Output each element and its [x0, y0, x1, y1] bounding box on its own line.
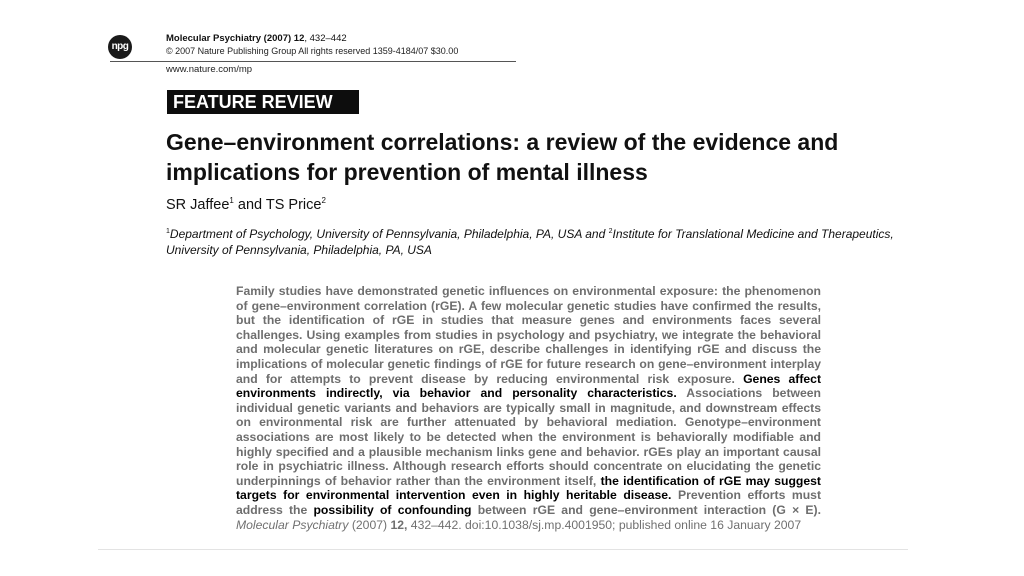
affil-text-1: Department of Psychology, University of Pennsylvania, Philadelphia, PA, USA and	[169, 227, 609, 241]
section-label: FEATURE REVIEW	[167, 90, 359, 114]
affil-sup-1: 1	[166, 228, 170, 235]
abstract-highlight-2: the identification of rGE may suggest targets for environmental intervention even in highly heritable disease.	[236, 473, 821, 503]
author-price[interactable]: TS Price	[265, 196, 322, 213]
abstract-text-1: Family studies have demonstrated genetic influences on environmental exposure: the phenomenon of gene–environment correlation (rGE). A few molecular genetic studies have confirmed the results, but the identification of rGE in studies that measure genes and environments faces several challenges. Using examples from studies in psychology and psychiatry, we integrate the behavioral and molecular genetic literatures on rGE, describe challenges in identifying rGE and discuss the implications of molecular genetic findings of rGE for future research on gene–environment interplay and for attempts to prevent disease by reducing environmental risk exposure.	[236, 284, 821, 386]
abstract-text-4: between rGE and gene–environment interaction (G × E).	[471, 502, 821, 517]
author-jaffee[interactable]: SR Jaffee	[166, 196, 230, 213]
affiliations	[166, 224, 901, 258]
journal-header	[166, 33, 458, 57]
journal-name: Molecular Psychiatry (2007)	[166, 33, 292, 44]
authors	[166, 196, 326, 213]
author-price-sup: 2	[321, 196, 326, 205]
abstract-text-3: Prevention efforts must address the	[236, 488, 821, 517]
cite-year: (2007)	[348, 517, 391, 532]
npg-logo: npg	[108, 35, 132, 59]
affil-text-2: Institute for Translational Medicine and Therapeutics, University of Pennsylvania, Philadelphia, PA, USA	[166, 227, 894, 257]
author-jaffee-sup: 1	[229, 196, 234, 205]
journal-volume: 12	[293, 33, 305, 44]
abstract-text-2: Associations between individual genetic variants and behaviors are typically small in magnitude, and downstream effects on environmental risk are further attenuated by behavioral mediation. Genotype–environment associations are most likely to be detected when the environment is behaviorally modifiable and highly specified and a plausible mechanism links gene and behavior. rGEs play an important causal role in psychiatric illness. Although research efforts should concentrate on elucidating the genetic underpinnings of behavior rather than the environment itself,	[236, 386, 821, 488]
article-title: Gene–environment correlations: a review of the evidence and implications for prevention of mental illness	[166, 129, 839, 185]
abstract-highlight-3: possibility of confounding	[313, 502, 472, 517]
abstract-highlight-1: Genes affect environments indirectly, via behavior and personality characteristics.	[236, 371, 821, 401]
copyright-line: © 2007 Nature Publishing Group All rights reserved 1359-4184/07 $30.00	[166, 46, 459, 56]
journal-url[interactable]: www.nature.com/mp	[166, 64, 253, 75]
journal-citation-line	[166, 33, 458, 45]
header-rule	[110, 61, 516, 62]
cite-journal: Molecular Psychiatry	[236, 517, 349, 532]
authors-joiner: and	[233, 196, 266, 213]
citation-line	[236, 518, 801, 532]
cite-rest: 432–442. doi:10.1038/sj.mp.4001950; published online 16 January 2007	[407, 517, 802, 532]
abstract	[236, 284, 821, 532]
page-bottom-rule	[98, 549, 908, 550]
journal-pages: , 432–442	[304, 33, 347, 44]
cite-volume: 12,	[390, 517, 408, 532]
affil-sup-2: 2	[608, 228, 613, 235]
